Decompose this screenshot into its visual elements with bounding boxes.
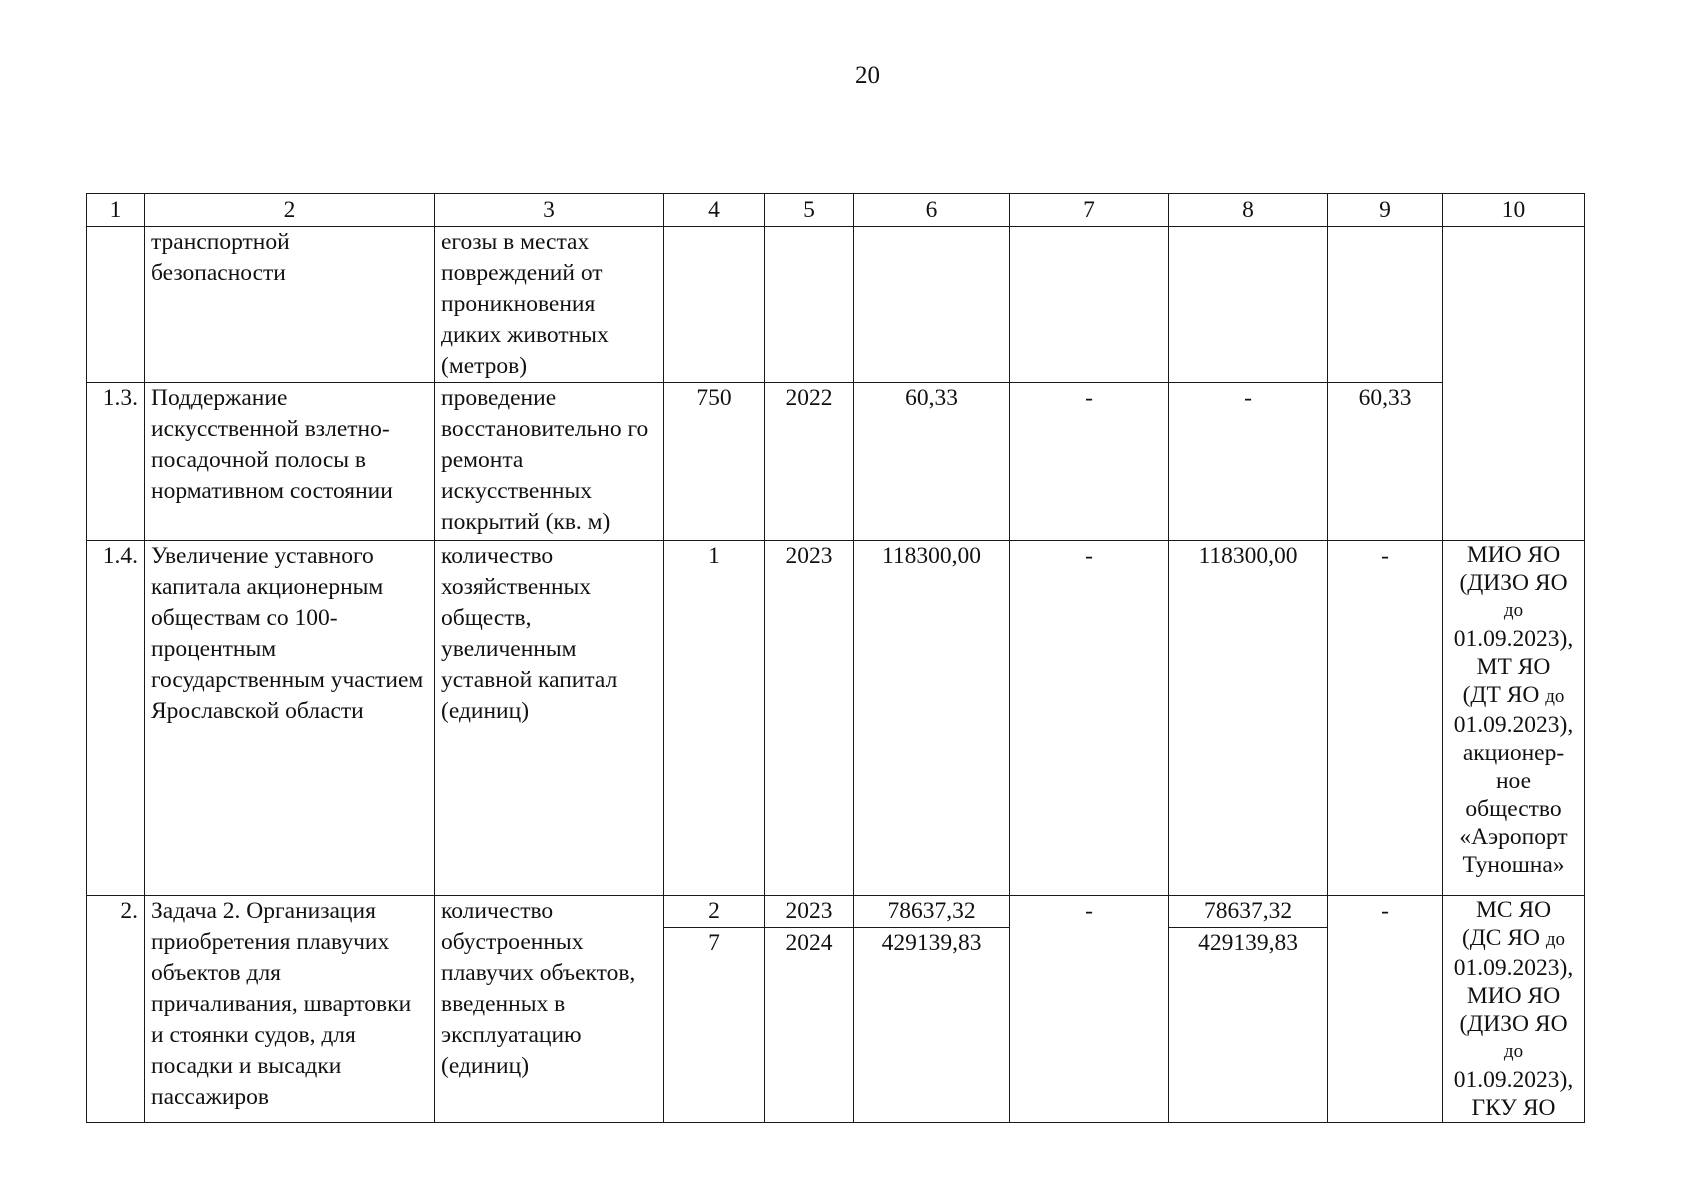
indicator-cell: егозы в местах повреждений от проникновения диких животных (метров) — [435, 227, 664, 383]
header-cell: 10 — [1443, 194, 1585, 227]
header-cell: 2 — [145, 194, 435, 227]
responsible-cell — [1443, 227, 1585, 541]
program-table — [86, 193, 1585, 1123]
col9-cell: - — [1328, 541, 1443, 896]
header-cell: 4 — [664, 194, 765, 227]
col8-cell — [1169, 896, 1328, 1123]
total-2023: 78637,32 — [887, 898, 976, 924]
col7-cell: - — [1010, 383, 1169, 541]
resp-line: до — [1503, 600, 1524, 621]
indicator-cell: количество хозяйственных обществ, увеличенным уставной капитал (единиц) — [435, 541, 664, 896]
col8-2024: 429139,83 — [1169, 927, 1327, 959]
resp-line: ное — [1495, 768, 1532, 794]
total-2024: 429139,83 — [854, 927, 1009, 959]
resp-line: «Аэропорт — [1459, 824, 1568, 850]
name-cell: Поддержание искусственной взлетно-посадочной полосы в нормативном состоянии — [145, 383, 435, 541]
header-cell: 1 — [87, 194, 145, 227]
header-cell: 8 — [1169, 194, 1328, 227]
resp-line: 01.09.2023), — [1453, 1067, 1574, 1093]
col7-cell: - — [1010, 896, 1169, 1123]
name-cell: Увеличение уставного капитала акционерным обществам со 100-процентным государственным участием Ярославской области — [145, 541, 435, 896]
resp-line: (ДС ЯО до — [1461, 925, 1566, 951]
value-cell: 1 — [664, 541, 765, 896]
num-cell: 1.4. — [87, 541, 145, 896]
resp-line: МИО ЯО — [1466, 983, 1561, 1009]
header-cell: 6 — [854, 194, 1010, 227]
indicator-cell: проведение восстановительно го ремонта искусственных покрытий (кв. м) — [435, 383, 664, 541]
value-2024: 7 — [664, 927, 764, 959]
header-cell: 7 — [1010, 194, 1169, 227]
num-cell: 1.3. — [87, 383, 145, 541]
table-row — [87, 896, 1585, 1123]
col8-2023: 78637,32 — [1203, 898, 1293, 924]
value-cell — [664, 896, 765, 1123]
total-cell: 118300,00 — [854, 541, 1010, 896]
num-cell — [87, 227, 145, 383]
num-cell: 2. — [87, 896, 145, 1123]
col8-cell: - — [1169, 383, 1328, 541]
header-cell: 9 — [1328, 194, 1443, 227]
col8-cell: 118300,00 — [1169, 541, 1328, 896]
resp-line: МТ ЯО — [1476, 654, 1551, 680]
table-row — [87, 541, 1585, 896]
resp-line: (ДИЗО ЯО — [1459, 570, 1568, 596]
name-cell: транспортной безопасности — [145, 227, 435, 383]
col9-cell: 60,33 — [1328, 383, 1443, 541]
header-row — [87, 194, 1585, 227]
total-cell — [854, 896, 1010, 1123]
resp-line: 01.09.2023), — [1453, 955, 1574, 981]
year-2024: 2024 — [765, 927, 853, 959]
indicator-cell: количество обустроенных плавучих объектов, введенных в эксплуатацию (единиц) — [435, 896, 664, 1123]
responsible-cell — [1443, 896, 1585, 1123]
resp-line: МС ЯО — [1475, 897, 1552, 923]
year-cell: 2022 — [765, 383, 854, 541]
resp-line: МИО ЯО — [1466, 542, 1561, 568]
resp-line: общество — [1465, 796, 1562, 822]
table-row — [87, 227, 1585, 383]
year-cell: 2023 — [765, 541, 854, 896]
resp-line: 01.09.2023), — [1453, 626, 1574, 652]
resp-line: ГКУ ЯО — [1471, 1095, 1556, 1121]
header-cell: 3 — [435, 194, 664, 227]
col9-cell: - — [1328, 896, 1443, 1123]
year-2023: 2023 — [785, 898, 833, 924]
resp-line: Туношна» — [1462, 852, 1565, 878]
name-cell: Задача 2. Организация приобретения плавучих объектов для причаливания, швартовки и стоянки судов, для посадки и высадки пассажиров — [145, 896, 435, 1123]
col7-cell: - — [1010, 541, 1169, 896]
year-cell — [765, 896, 854, 1123]
resp-line: акционер- — [1462, 740, 1565, 766]
table-row — [87, 383, 1585, 541]
value-2023: 2 — [708, 898, 720, 924]
resp-line: (ДИЗО ЯО — [1459, 1011, 1568, 1037]
page-number: 20 — [855, 62, 880, 89]
resp-line: (ДТ ЯО до — [1462, 682, 1565, 708]
total-cell: 60,33 — [854, 383, 1010, 541]
header-cell: 5 — [765, 194, 854, 227]
resp-line: до — [1503, 1041, 1524, 1062]
value-cell: 750 — [664, 383, 765, 541]
resp-line: 01.09.2023), — [1453, 712, 1574, 738]
responsible-cell — [1443, 541, 1585, 896]
